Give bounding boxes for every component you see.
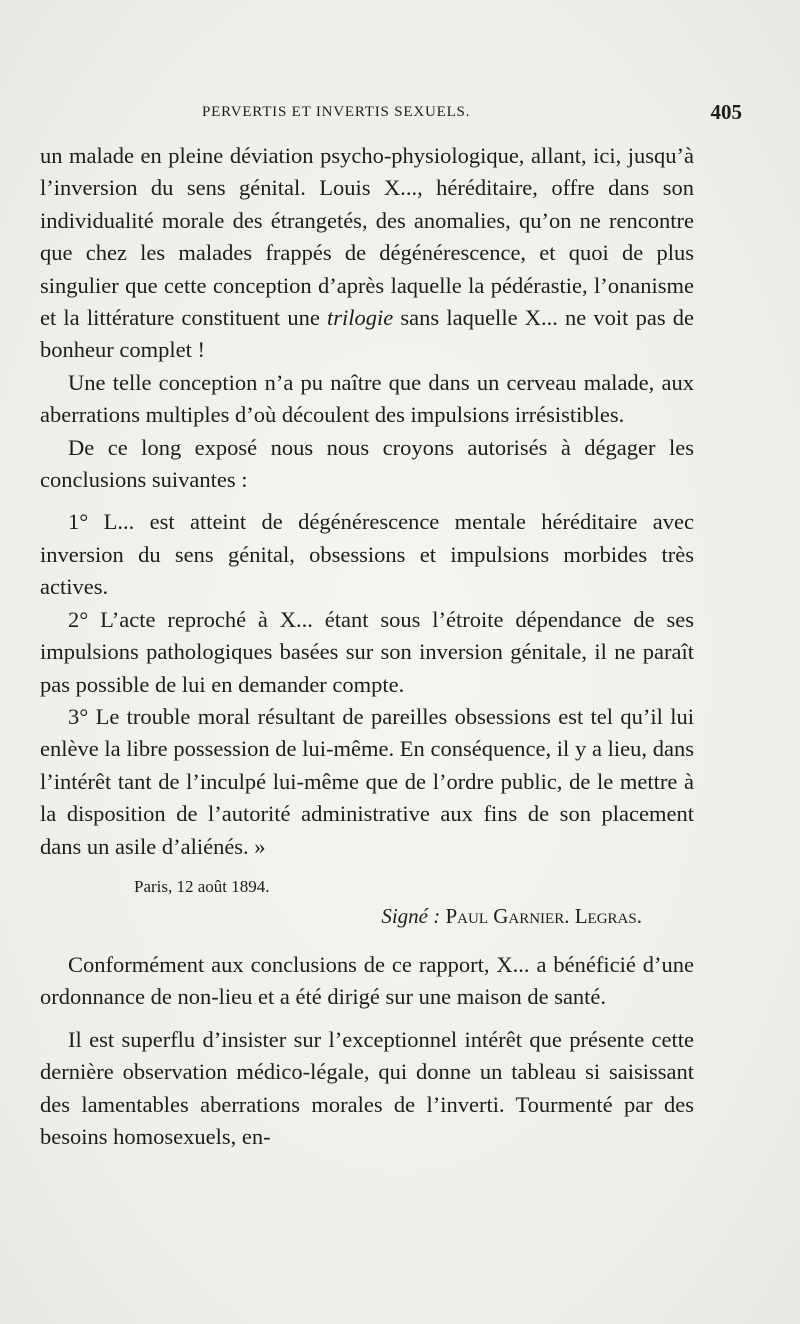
signer-legras: Legras. bbox=[574, 903, 642, 928]
paragraph-4: Conformément aux conclusions de ce rapport, X... a bénéficié d’une ordonnance de non-lieu et a été dirigé sur une maison de santé. bbox=[40, 951, 694, 1010]
paragraph-1 bbox=[40, 140, 694, 367]
running-title: PERVERTIS ET INVERTIS SEXUELS. bbox=[202, 104, 471, 120]
spacer bbox=[40, 496, 694, 506]
spacer bbox=[40, 931, 694, 949]
paragraph-1-text-b: sans laquelle X... ne voit pas de bonheur complet ! bbox=[40, 305, 694, 363]
conclusion-2: 2° L’acte reproché à X... étant sous l’étroite dépendance de ses impulsions pathologiques basées sur son inversion génitale, il ne paraît pas possible de lui en demander compte. bbox=[40, 606, 694, 697]
paragraph-3: De ce long exposé nous nous croyons autorisés à dégager les conclusions suivantes : bbox=[40, 434, 694, 493]
conclusion-3: 3° Le trouble moral résultant de pareilles obsessions est tel qu’il lui enlève la libre possession de lui-même. En conséquence, il y a lieu, dans l’intérêt tant de l’inculpé lui-même que de l’ordre public, de le mettre à la disposition de l’autorité administrative aux fins de son placement dans un asile d’aliénés. » bbox=[40, 703, 694, 859]
running-head bbox=[40, 100, 746, 128]
page-number: 405 bbox=[710, 100, 742, 124]
spacer bbox=[40, 863, 694, 873]
paragraph-5: Il est superflu d’insister sur l’exceptionnel intérêt que présente cette dernière observation médico-légale, qui donne un tableau si saisissant des lamentables aberrations morales de l’inverti. Tourmenté par des besoins homosexuels, en- bbox=[40, 1026, 694, 1149]
signer-garnier: Paul Garnier. bbox=[445, 903, 570, 928]
signed-label: Signé : bbox=[381, 903, 441, 928]
paragraph-1-text-a: un malade en pleine déviation psycho-physiologique, allant, ici, jusqu’à l’inversion du sens génital. Louis X..., héréditaire, offre dans son individualité morale des étrangetés, des anomalies, qu’on ne rencontre que chez les malades frappés de dégénérescence, et quoi de plus singulier que cette conception d’après laquelle la pédérastie, l’onanisme et la littérature constituent une bbox=[40, 143, 694, 331]
spacer bbox=[40, 1014, 694, 1024]
paragraph-2: Une telle conception n’a pu naître que dans un cerveau malade, aux aberrations multiples d’où découlent des impulsions irrésistibles. bbox=[40, 369, 694, 428]
paragraph-1-emphasis: trilogie bbox=[327, 305, 394, 331]
signature-date: Paris, 12 août 1894. bbox=[134, 876, 270, 896]
conclusion-1: 1° L... est atteint de dégénérescence mentale héréditaire avec inversion du sens génital, obsessions et impulsions morbides très actives. bbox=[40, 509, 694, 600]
body-text bbox=[40, 140, 694, 1153]
signature-line bbox=[40, 901, 694, 931]
